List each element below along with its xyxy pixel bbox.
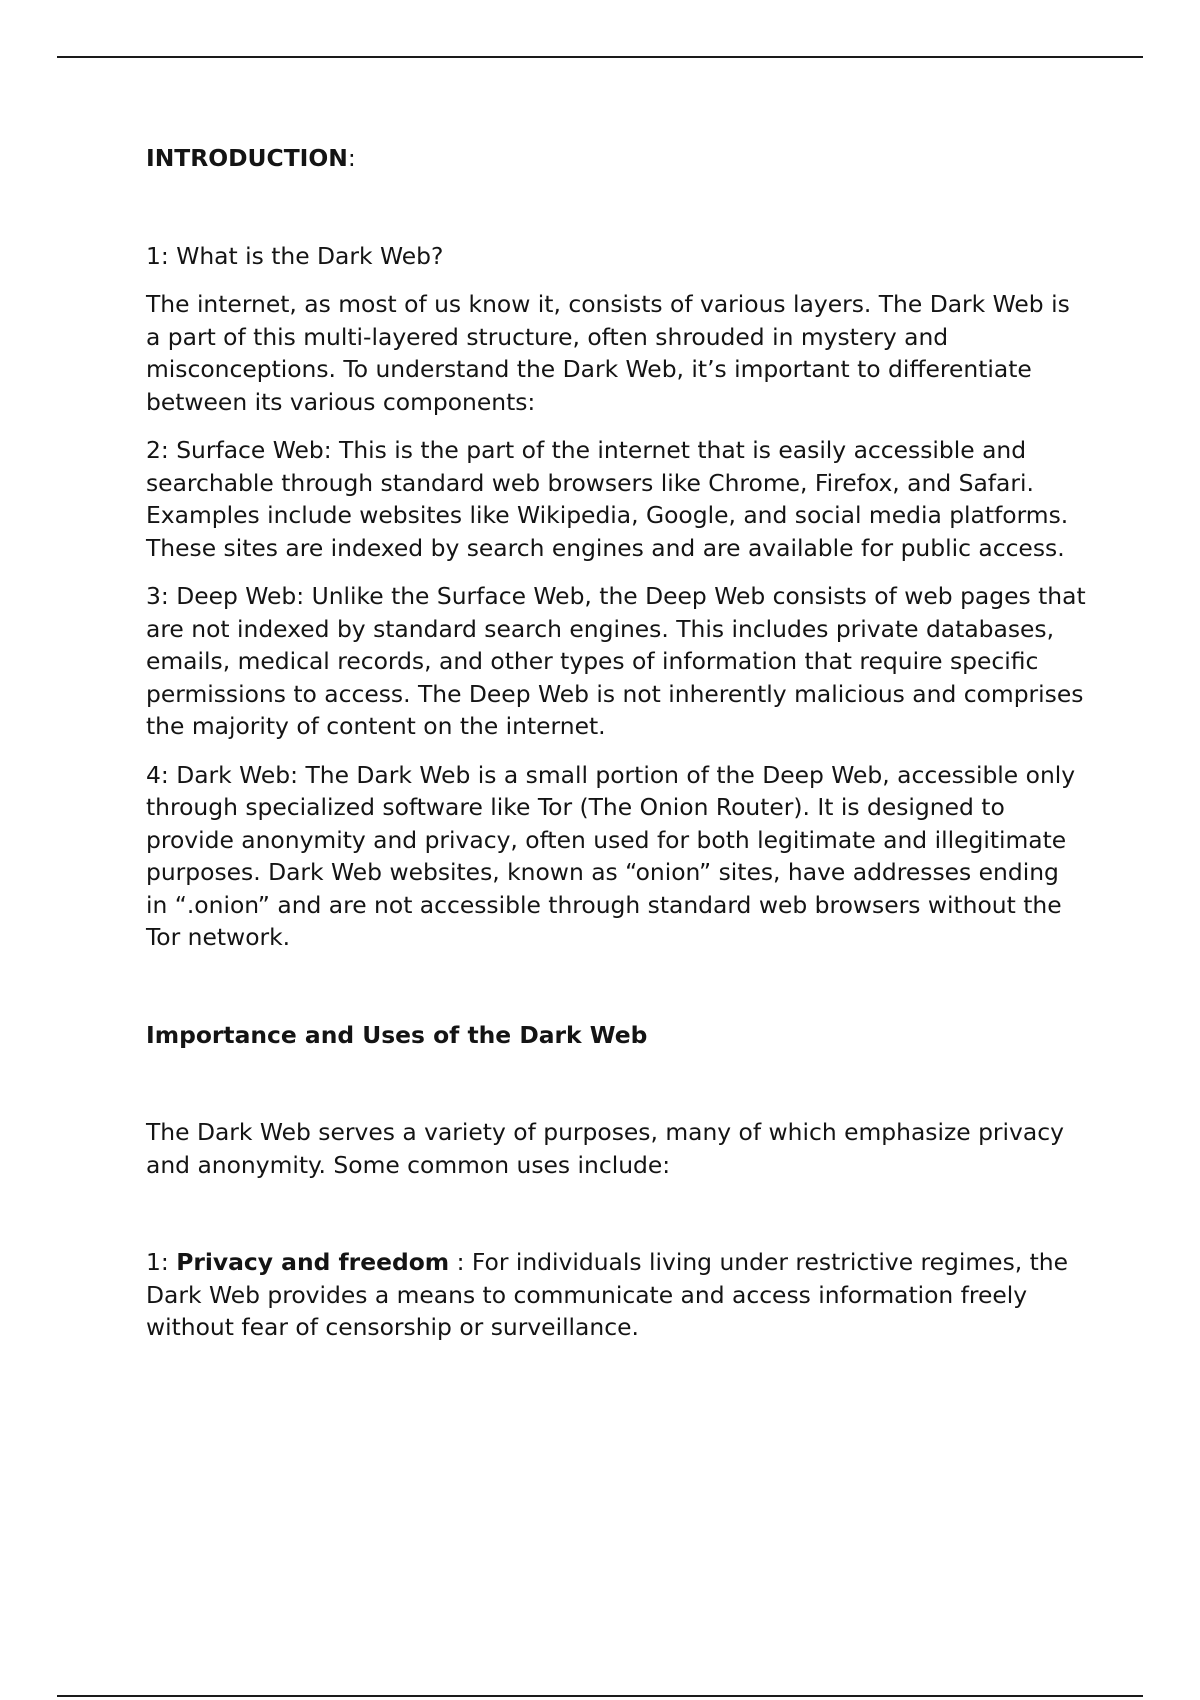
question-what-is-dark-web: 1: What is the Dark Web?: [146, 241, 444, 270]
list-item-text: : For individuals living under restrictive regimes, the Dark Web provides a means to communicate and access information freely without fear of censorship or surveillance.: [146, 1248, 1069, 1341]
paragraph-surface-web: 2: Surface Web: This is the part of the internet that is easily accessible and searchable through standard web browsers like Chrome, Firefox, and Safari. Examples include websites like Wikipedia, Google, and social media platforms. These sites are indexed by search engines and are available for public access.: [146, 436, 1069, 562]
list-item-privacy-freedom: [146, 1246, 1086, 1344]
document-body: [146, 142, 1086, 1344]
introduction-heading: [146, 142, 1086, 175]
introduction-heading-text: INTRODUCTION: [146, 144, 348, 172]
paragraph-uses-intro: The Dark Web serves a variety of purposes, many of which emphasize privacy and anonymity. Some common uses include:: [146, 1118, 1064, 1179]
paragraph-internet-layers: The internet, as most of us know it, consists of various layers. The Dark Web is a part of this multi-layered structure, often shrouded in mystery and misconceptions. To understand the Dark Web, it’s important to differentiate between its various components:: [146, 290, 1070, 416]
list-item-title: Privacy and freedom: [176, 1248, 450, 1276]
section-heading-importance: Importance and Uses of the Dark Web: [146, 1020, 648, 1049]
paragraph-dark-web: 4: Dark Web: The Dark Web is a small portion of the Deep Web, accessible only through specialized software like Tor (The Onion Router). It is designed to provide anonymity and privacy, often used for both legitimate and illegitimate purposes. Dark Web websites, known as “onion” sites, have addresses ending in “.onion” and are not accessible through standard web browsers without the Tor network.: [146, 760, 1076, 951]
bottom-rule: [57, 1695, 1143, 1697]
list-item-number: 1:: [146, 1248, 177, 1276]
introduction-heading-colon: :: [347, 144, 356, 172]
paragraph-deep-web: 3: Deep Web: Unlike the Surface Web, the Deep Web consists of web pages that are not indexed by standard search engines. This includes private databases, emails, medical records, and other types of information that require specific permissions to access. The Deep Web is not inherently malicious and comprises the majority of content on the internet.: [146, 582, 1086, 740]
top-rule: [57, 56, 1143, 58]
